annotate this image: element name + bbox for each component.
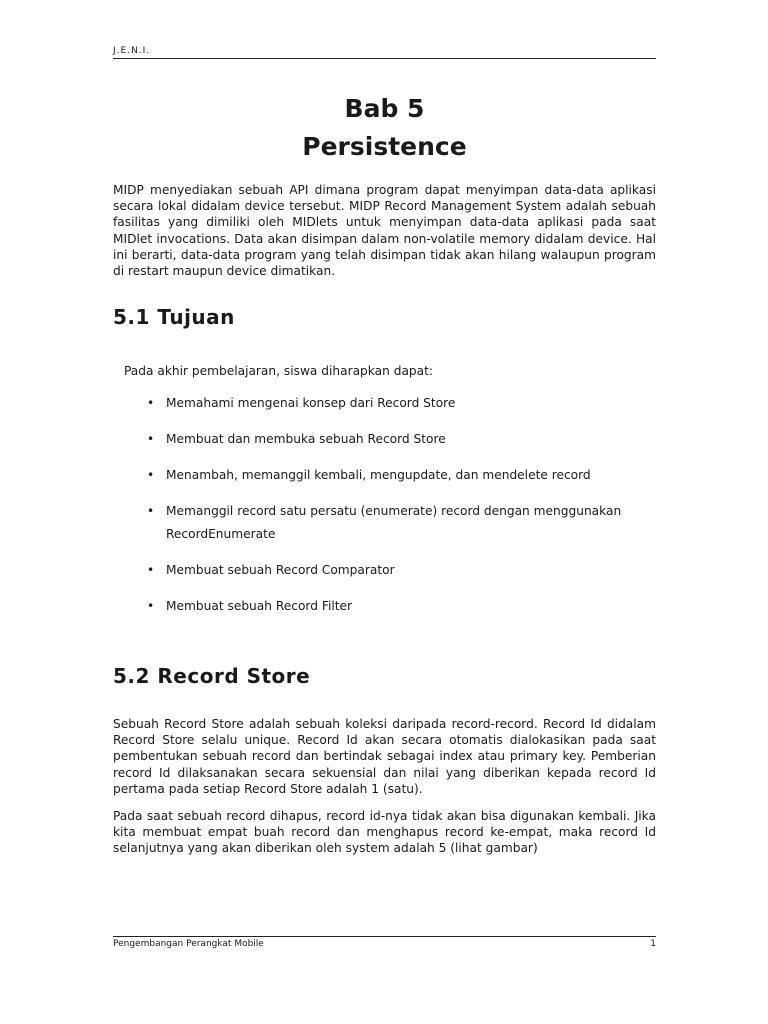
list-item: • Membuat sebuah Record Comparator bbox=[146, 559, 656, 582]
bullet-icon: • bbox=[147, 468, 155, 482]
footer-title: Pengembangan Perangkat Mobile bbox=[113, 939, 264, 949]
bullet-icon: • bbox=[147, 396, 155, 410]
list-item: • Menambah, memanggil kembali, mengupdate, dan mendelete record bbox=[146, 464, 656, 487]
record-store-paragraph-2: Pada saat sebuah record dihapus, record id-nya tidak akan bisa digunakan kembali. Jika kita membuat empat buah record dan menghapus record ke-empat, maka record Id selanjutnya yang akan diberikan oleh system adalah 5 (lihat gambar) bbox=[113, 809, 656, 856]
list-item: • Memanggil record satu persatu (enumerate) record dengan menggunakan RecordEnumerate bbox=[146, 500, 656, 546]
page-number: 1 bbox=[650, 939, 656, 949]
page-header bbox=[113, 46, 656, 59]
page-footer bbox=[113, 936, 656, 949]
section-heading-record-store: 5.2 Record Store bbox=[113, 664, 311, 688]
record-store-paragraph-1: Sebuah Record Store adalah sebuah koleksi daripada record-record. Record Id didalam Record Store selalu unique. Record Id akan secara otomatis dialokasikan pada saat pembentukan sebuah record dan bertindak sebagai index atau primary key. Pemberian record Id dilaksanakan secara sekuensial dan nilai yang diberikan kepada record Id pertama pada setiap Record Store adalah 1 (satu). bbox=[113, 717, 656, 796]
chapter-title bbox=[113, 90, 656, 166]
bullet-icon: • bbox=[147, 599, 155, 613]
section-heading-tujuan: 5.1 Tujuan bbox=[113, 305, 235, 329]
chapter-name: Persistence bbox=[302, 132, 467, 161]
chapter-number: Bab 5 bbox=[344, 94, 425, 123]
list-item: • Membuat sebuah Record Filter bbox=[146, 595, 656, 618]
objectives-intro: Pada akhir pembelajaran, siswa diharapkan dapat: bbox=[124, 364, 434, 378]
list-item: • Membuat dan membuka sebuah Record Store bbox=[146, 428, 656, 451]
header-text: J.E.N.I. bbox=[113, 46, 151, 56]
list-item: • Memahami mengenai konsep dari Record Store bbox=[146, 392, 656, 415]
intro-paragraph: MIDP menyediakan sebuah API dimana program dapat menyimpan data-data aplikasi secara lokal didalam device tersebut. MIDP Record Management System adalah sebuah fasilitas yang dimiliki oleh MIDlets untuk menyimpan data-data aplikasi pada saat MIDlet invocations. Data akan disimpan dalam non-volatile memory didalam device. Hal ini berarti, data-data program yang telah disimpan tidak akan hilang walaupun program di restart maupun device dimatikan. bbox=[113, 183, 656, 279]
objectives-list bbox=[146, 392, 656, 631]
bullet-icon: • bbox=[147, 563, 155, 577]
bullet-icon: • bbox=[147, 432, 155, 446]
bullet-icon: • bbox=[147, 504, 155, 518]
